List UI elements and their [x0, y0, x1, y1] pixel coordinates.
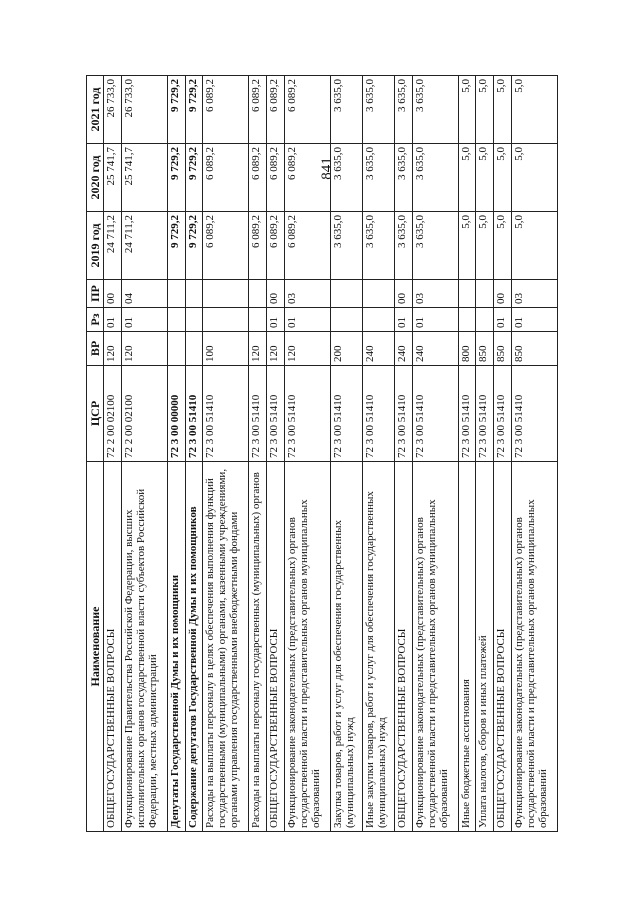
table-row — [104, 76, 122, 832]
row-2020: 9 729,2 — [167, 144, 185, 212]
row-csr: 72 2 00 02100 — [104, 366, 122, 462]
row-name: Иные закупки товаров, работ и услуг для обеспечения государственных (муниципальных) нужд — [362, 462, 394, 832]
header-row — [87, 76, 104, 832]
header-rz: Рз — [87, 308, 104, 332]
row-name: Функционирование законодательных (представительных) органов государственной власти и представительных органов муниципальных образований — [284, 462, 330, 832]
row-pr — [167, 280, 185, 308]
row-2020: 25 741,7 — [121, 144, 167, 212]
row-pr: 03 — [511, 280, 557, 308]
row-csr: 72 3 00 51410 — [458, 366, 476, 462]
table-row — [331, 76, 363, 832]
row-csr: 72 3 00 51410 — [249, 366, 267, 462]
row-name: Функционирование законодательных (представительных) органов государственной власти и представительных органов муниципальных образований — [511, 462, 557, 832]
table-row — [511, 76, 557, 832]
row-2020: 6 089,2 — [267, 144, 285, 212]
row-2019: 3 635,0 — [362, 212, 394, 280]
row-vr: 850 — [476, 332, 494, 366]
row-pr — [185, 280, 203, 308]
row-pr — [476, 280, 494, 308]
budget-table — [86, 75, 558, 832]
row-csr: 72 3 00 51410 — [394, 366, 412, 462]
row-2020: 6 089,2 — [203, 144, 249, 212]
row-2021: 3 635,0 — [331, 76, 363, 144]
row-vr: 850 — [494, 332, 512, 366]
row-2020: 6 089,2 — [249, 144, 267, 212]
header-csr: ЦСР — [87, 366, 104, 462]
row-csr: 72 3 00 00000 — [167, 366, 185, 462]
row-2019: 9 729,2 — [185, 212, 203, 280]
row-2019: 5,0 — [458, 212, 476, 280]
row-vr: 120 — [284, 332, 330, 366]
row-pr — [249, 280, 267, 308]
row-pr: 04 — [121, 280, 167, 308]
row-2021: 3 635,0 — [412, 76, 458, 144]
row-2020: 6 089,2 — [284, 144, 330, 212]
row-2021: 6 089,2 — [249, 76, 267, 144]
row-vr: 240 — [362, 332, 394, 366]
row-csr: 72 3 00 51410 — [412, 366, 458, 462]
rotated-table-container — [86, 76, 558, 832]
row-csr: 72 3 00 51410 — [267, 366, 285, 462]
row-vr: 120 — [104, 332, 122, 366]
row-2020: 3 635,0 — [412, 144, 458, 212]
row-vr: 120 — [267, 332, 285, 366]
row-csr: 72 3 00 51410 — [284, 366, 330, 462]
row-csr: 72 3 00 51410 — [331, 366, 363, 462]
row-2020: 5,0 — [494, 144, 512, 212]
row-2020: 3 635,0 — [331, 144, 363, 212]
row-rz — [458, 308, 476, 332]
row-csr: 72 3 00 51410 — [494, 366, 512, 462]
row-2020: 5,0 — [476, 144, 494, 212]
table-row — [494, 76, 512, 832]
row-2019: 5,0 — [476, 212, 494, 280]
row-rz: 01 — [104, 308, 122, 332]
row-rz: 01 — [284, 308, 330, 332]
table-row — [362, 76, 394, 832]
row-name: ОБЩЕГОСУДАРСТВЕННЫЕ ВОПРОСЫ — [267, 462, 285, 832]
header-2020: 2020 год — [87, 144, 104, 212]
row-name: Расходы на выплаты персоналу в целях обеспечения выполнения функций государственными (муниципальными) органами, казенными учреждениями, органами управления государственными внебюджетными фондами — [203, 462, 249, 832]
row-name: ОБЩЕГОСУДАРСТВЕННЫЕ ВОПРОСЫ — [394, 462, 412, 832]
row-2021: 9 729,2 — [167, 76, 185, 144]
row-2019: 24 711,2 — [104, 212, 122, 280]
table-row — [167, 76, 185, 832]
row-2021: 26 733,0 — [104, 76, 122, 144]
row-name: ОБЩЕГОСУДАРСТВЕННЫЕ ВОПРОСЫ — [104, 462, 122, 832]
row-csr: 72 3 00 51410 — [511, 366, 557, 462]
row-vr — [185, 332, 203, 366]
table-row — [185, 76, 203, 832]
table-row — [121, 76, 167, 832]
row-2020: 3 635,0 — [394, 144, 412, 212]
row-name: Закупка товаров, работ и услуг для обеспечения государственных (муниципальных) нужд — [331, 462, 363, 832]
row-csr: 72 3 00 51410 — [203, 366, 249, 462]
row-2019: 9 729,2 — [167, 212, 185, 280]
row-name: Функционирование законодательных (представительных) органов государственной власти и представительных органов муниципальных образований — [412, 462, 458, 832]
row-rz — [185, 308, 203, 332]
row-pr — [458, 280, 476, 308]
row-vr: 200 — [331, 332, 363, 366]
row-rz: 01 — [267, 308, 285, 332]
row-2021: 26 733,0 — [121, 76, 167, 144]
row-rz: 01 — [494, 308, 512, 332]
row-rz — [331, 308, 363, 332]
row-2021: 6 089,2 — [203, 76, 249, 144]
row-2021: 5,0 — [458, 76, 476, 144]
row-csr: 72 2 00 02100 — [121, 366, 167, 462]
row-vr — [167, 332, 185, 366]
row-name: Функционирование Правительства Российской Федерации, высших исполнительных органов государственной власти субъектов Российской Федерации, местных администраций — [121, 462, 167, 832]
row-2021: 6 089,2 — [284, 76, 330, 144]
table-row — [458, 76, 476, 832]
row-pr — [203, 280, 249, 308]
row-pr — [362, 280, 394, 308]
row-rz — [249, 308, 267, 332]
table-row — [284, 76, 330, 832]
row-2021: 3 635,0 — [394, 76, 412, 144]
row-2021: 5,0 — [494, 76, 512, 144]
table-row — [267, 76, 285, 832]
row-vr: 120 — [121, 332, 167, 366]
row-pr: 03 — [284, 280, 330, 308]
row-pr: 03 — [412, 280, 458, 308]
row-pr — [331, 280, 363, 308]
header-name: Наименование — [87, 462, 104, 832]
row-vr: 800 — [458, 332, 476, 366]
row-name: Депутаты Государственной Думы и их помощники — [167, 462, 185, 832]
row-2020: 5,0 — [458, 144, 476, 212]
row-2019: 6 089,2 — [284, 212, 330, 280]
row-rz — [476, 308, 494, 332]
row-2021: 5,0 — [476, 76, 494, 144]
row-2019: 3 635,0 — [412, 212, 458, 280]
row-csr: 72 3 00 51410 — [185, 366, 203, 462]
row-2019: 24 711,2 — [121, 212, 167, 280]
row-2020: 3 635,0 — [362, 144, 394, 212]
row-csr: 72 3 00 51410 — [476, 366, 494, 462]
row-2019: 3 635,0 — [331, 212, 363, 280]
table-row — [394, 76, 412, 832]
row-2021: 6 089,2 — [267, 76, 285, 144]
row-rz — [362, 308, 394, 332]
row-vr: 120 — [249, 332, 267, 366]
row-vr: 850 — [511, 332, 557, 366]
row-vr: 240 — [394, 332, 412, 366]
row-name: Уплата налогов, сборов и иных платежей — [476, 462, 494, 832]
row-2021: 5,0 — [511, 76, 557, 144]
row-2019: 5,0 — [511, 212, 557, 280]
table-row — [249, 76, 267, 832]
row-2019: 6 089,2 — [203, 212, 249, 280]
row-2021: 3 635,0 — [362, 76, 394, 144]
row-csr: 72 3 00 51410 — [362, 366, 394, 462]
row-2020: 9 729,2 — [185, 144, 203, 212]
row-pr: 00 — [394, 280, 412, 308]
row-rz: 01 — [121, 308, 167, 332]
row-pr: 00 — [267, 280, 285, 308]
table-row — [412, 76, 458, 832]
header-pr: ПР — [87, 280, 104, 308]
row-pr: 00 — [104, 280, 122, 308]
row-2020: 5,0 — [511, 144, 557, 212]
row-rz: 01 — [511, 308, 557, 332]
row-name: ОБЩЕГОСУДАРСТВЕННЫЕ ВОПРОСЫ — [494, 462, 512, 832]
row-2020: 25 741,7 — [104, 144, 122, 212]
row-rz — [167, 308, 185, 332]
row-2019: 3 635,0 — [394, 212, 412, 280]
header-vr: ВР — [87, 332, 104, 366]
row-2019: 5,0 — [494, 212, 512, 280]
row-rz: 01 — [394, 308, 412, 332]
row-rz — [203, 308, 249, 332]
page-number: 841 — [318, 157, 335, 180]
row-2019: 6 089,2 — [267, 212, 285, 280]
row-vr: 240 — [412, 332, 458, 366]
row-2021: 9 729,2 — [185, 76, 203, 144]
table-row — [203, 76, 249, 832]
row-name: Расходы на выплаты персоналу государственных (муниципальных) органов — [249, 462, 267, 832]
header-2021: 2021 год — [87, 76, 104, 144]
row-2019: 6 089,2 — [249, 212, 267, 280]
row-pr: 00 — [494, 280, 512, 308]
table-row — [476, 76, 494, 832]
header-2019: 2019 год — [87, 212, 104, 280]
row-name: Иные бюджетные ассигнования — [458, 462, 476, 832]
row-rz: 01 — [412, 308, 458, 332]
row-name: Содержание депутатов Государственной Думы и их помощников — [185, 462, 203, 832]
row-vr: 100 — [203, 332, 249, 366]
